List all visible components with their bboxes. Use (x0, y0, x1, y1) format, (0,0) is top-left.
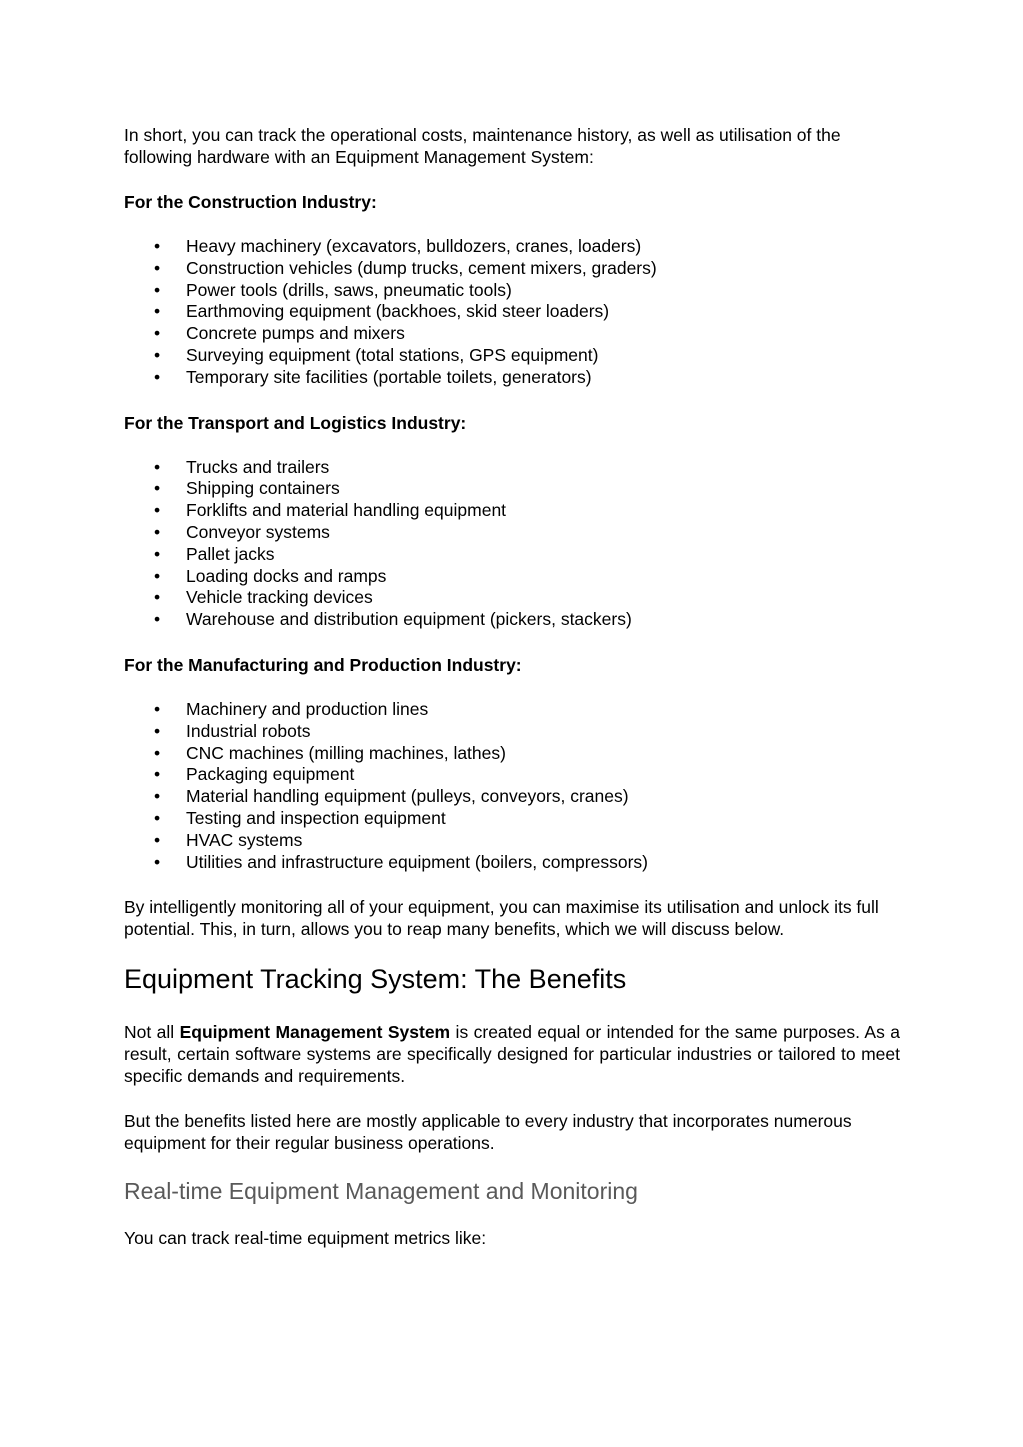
list-item: • Industrial robots (124, 721, 900, 743)
list-item: • Surveying equipment (total stations, GPS equipment) (124, 345, 900, 367)
section-heading-construction: For the Construction Industry: (124, 192, 377, 212)
intro-paragraph: In short, you can track the operational costs, maintenance history, as well as utilisation of the following hardware with an Equipment Management System: (124, 125, 841, 167)
list-item: • Concrete pumps and mixers (124, 323, 900, 345)
list-item: • Trucks and trailers (124, 457, 900, 479)
section-heading-transport: For the Transport and Logistics Industry: (124, 412, 467, 433)
summary-paragraph: By intelligently monitoring all of your equipment, you can maximise its utilisation and unlock its full potential. This, in turn, allows you to reap many benefits, which we will discuss below. (124, 897, 879, 940)
list-item: • Packaging equipment (124, 764, 900, 786)
realtime-paragraph: You can track real-time equipment metrics like: (124, 1228, 487, 1249)
list-item: • Power tools (drills, saws, pneumatic tools) (124, 280, 900, 302)
list-item: • Shipping containers (124, 478, 900, 500)
list-construction (124, 236, 900, 389)
section-heading-manufacturing: For the Manufacturing and Production Industry: (124, 654, 522, 675)
list-item: • Machinery and production lines (124, 699, 900, 721)
list-item: • Loading docks and ramps (124, 566, 900, 588)
bold-term: Equipment Management System (179, 1022, 451, 1043)
document-page (124, 124, 900, 1272)
text-span: Not all (124, 1022, 180, 1043)
list-transport (124, 457, 900, 631)
list-manufacturing (124, 699, 900, 873)
list-item: • Temporary site facilities (portable toilets, generators) (124, 367, 900, 389)
list-item: • Forklifts and material handling equipment (124, 500, 900, 522)
list-item: • Earthmoving equipment (backhoes, skid steer loaders) (124, 301, 900, 323)
list-item: • CNC machines (milling machines, lathes) (124, 743, 900, 765)
list-item: • Material handling equipment (pulleys, conveyors, cranes) (124, 786, 900, 808)
text-span: is created equal or intended for the same purposes. As a result, certain software systems are specifically designed for particular industries or tailored to meet specific demands and requirements. (124, 1022, 900, 1087)
list-item: • Construction vehicles (dump trucks, cement mixers, graders) (124, 258, 900, 280)
list-item: • Conveyor systems (124, 522, 900, 544)
list-item: • HVAC systems (124, 830, 900, 852)
list-item: • Testing and inspection equipment (124, 808, 900, 830)
benefits-heading: Equipment Tracking System: The Benefits (124, 964, 627, 995)
list-item: • Warehouse and distribution equipment (pickers, stackers) (124, 609, 900, 631)
benefits-paragraph-1 (124, 1021, 900, 1087)
list-item: • Pallet jacks (124, 544, 900, 566)
benefits-paragraph-2: But the benefits listed here are mostly applicable to every industry that incorporates numerous equipment for their regular business operations. (124, 1111, 852, 1154)
realtime-heading: Real-time Equipment Management and Monitoring (124, 1178, 638, 1205)
list-item: • Vehicle tracking devices (124, 587, 900, 609)
list-item: • Heavy machinery (excavators, bulldozers, cranes, loaders) (124, 236, 900, 258)
list-item: • Utilities and infrastructure equipment (boilers, compressors) (124, 852, 900, 874)
